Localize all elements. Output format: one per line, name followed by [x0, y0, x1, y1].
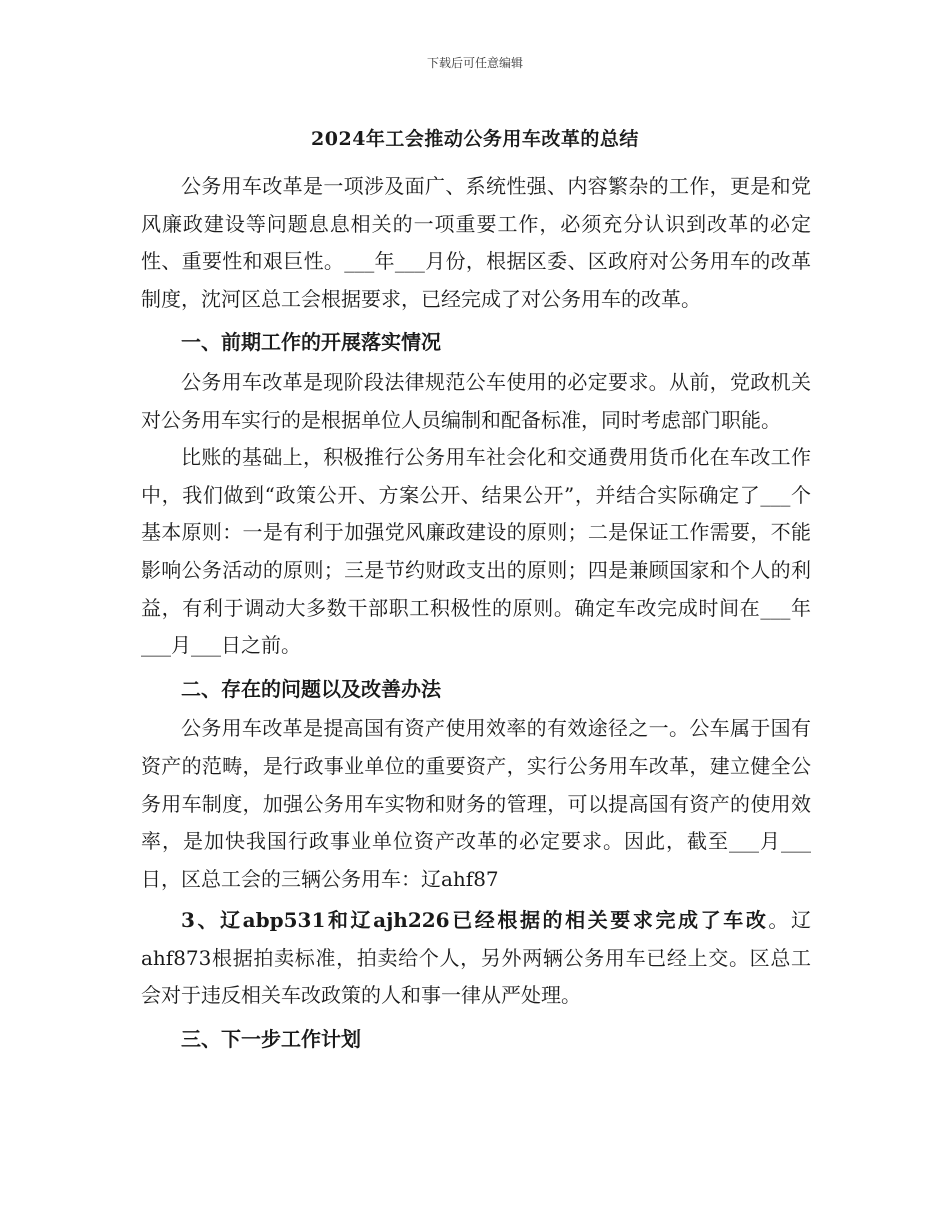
- section-2-paragraph-2-rest: 。辽ahf873根据拍卖标准，拍卖给个人，另外两辆公务用车已经上交。区总工会对于违反相关车改政策的人和事一律从严处理。: [141, 908, 812, 1008]
- section-1-heading: 一、前期工作的开展落实情况: [181, 330, 441, 355]
- section-2-heading: 二、存在的问题以及改善办法: [181, 676, 441, 701]
- section-2-paragraph-2-bold: 3、辽abp531和辽ajh226已经根据的相关要求完成了车改: [181, 908, 769, 933]
- section-2-paragraph-1: 公务用车改革是提高国有资产使用效率的有效途径之一。公车属于国有资产的范畴，是行政事业单位的重要资产，实行公务用车改革，建立健全公务用车制度，加强公务用车实物和财务的管理，可以提高国有资产的使用效率，是加快我国行政事业单位资产改革的必定要求。因此，截至___月___日，区总工会的三辆公务用车：辽ahf87: [141, 716, 811, 891]
- section-1-paragraph-1: 公务用车改革是现阶段法律规范公车使用的必定要求。从前，党政机关对公务用车实行的是根据单位人员编制和配备标准，同时考虑部门职能。: [141, 369, 811, 432]
- section-1-paragraph-2: 比账的基础上，积极推行公务用车社会化和交通费用货币化在车改工作中，我们做到“政策公开、方案公开、结果公开”，并结合实际确定了___个基本原则：一是有利于加强党风廉政建设的原则；二是保证工作需要，不能影响公务活动的原则；三是节约财政支出的原则；四是兼顾国家和个人的利益，有利于调动大多数干部职工积极性的原则。确定车改完成时间在___年___月___日之前。: [141, 445, 811, 658]
- document-body: [141, 168, 811, 1061]
- document-title: 2024年工会推动公务用车改革的总结: [311, 128, 639, 150]
- section-2-paragraph-2: [141, 902, 811, 1015]
- header-note: 下载后可任意编辑: [426, 56, 523, 70]
- section-3-heading: 三、下一步工作计划: [181, 1027, 361, 1052]
- intro-paragraph: 公务用车改革是一项涉及面广、系统性强、内容繁杂的工作，更是和党风廉政建设等问题息息相关的一项重要工作，必须充分认识到改革的必定性、重要性和艰巨性。___年___月份，根据区委、区政府对公务用车的改革制度，沈河区总工会根据要求，已经完成了对公务用车的改革。: [141, 174, 811, 311]
